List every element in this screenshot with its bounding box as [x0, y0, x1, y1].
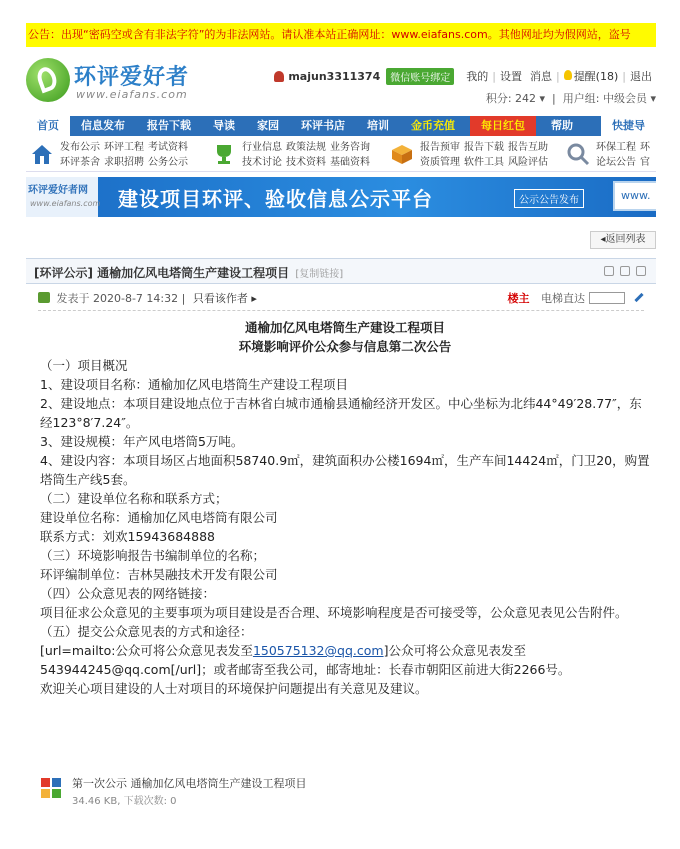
article-line: 3、建设规模：年产风电塔筒5万吨。: [40, 434, 244, 449]
subnav-link[interactable]: 报告下载: [464, 142, 504, 153]
attachment-info: 34.46 KB, 下载次数: 0: [72, 796, 177, 807]
article-line: 环评编制单位：吉林昊融技术开发有限公司: [40, 567, 278, 582]
nav-coin-recharge[interactable]: 金币充值: [411, 119, 455, 132]
subnav-link[interactable]: 业务咨询: [330, 142, 370, 153]
article-line: 建设单位名称：通榆加亿风电塔筒有限公司: [40, 510, 278, 525]
nav-bookstore[interactable]: 环评书店: [301, 119, 345, 132]
article-line: 2、建设地点：本项目建设地点位于吉林省白城市通榆县通榆经济开发区。中心坐标为北纬44°49′28.77″，东经123°8′7.24″。: [40, 396, 642, 430]
subnav-link[interactable]: 官: [640, 157, 650, 168]
subnav-link[interactable]: 发布公示: [60, 142, 100, 153]
subnav-link[interactable]: 报告互助: [508, 142, 548, 153]
notice-text: 公告：出现“密码空或含有非法字符”的为非法网站。请认准本站正确网址：www.eiafans.com。其他网址均为假网站，盗号: [28, 28, 631, 41]
username-link[interactable]: majun3311374: [288, 69, 381, 83]
messages-link[interactable]: 消息: [529, 70, 552, 83]
my-menu-link[interactable]: 我的: [466, 70, 489, 83]
thread-category-link[interactable]: [环评公示]: [34, 266, 93, 280]
site-url: www.eiafans.com: [76, 88, 188, 101]
attachment[interactable]: [40, 775, 440, 809]
author-only-label: 只看该作者: [192, 292, 248, 305]
copy-link-button[interactable]: [复制链接]: [295, 269, 344, 280]
article-line: （四）公众意见表的网络链接：: [40, 586, 216, 601]
bulb-icon: [564, 70, 572, 80]
next-thread-icon[interactable]: [636, 266, 646, 276]
quick-nav-button[interactable]: 快捷导: [601, 116, 656, 136]
article-line: （三）环境影响报告书编制单位的名称；: [40, 548, 266, 563]
article-title: 通榆加亿风电塔筒生产建设工程项目: [244, 320, 445, 335]
separator: |: [492, 69, 496, 83]
user-group-dropdown[interactable]: 用户组: 中级会员: [562, 92, 647, 105]
publicity-banner[interactable]: [26, 177, 656, 217]
email-link[interactable]: 150575132@qq.com: [252, 643, 384, 658]
thread-tools: [604, 266, 646, 276]
publish-notice-button[interactable]: 公示公告发布: [514, 189, 584, 208]
search-icon: [566, 142, 590, 166]
thread-title-text: 通榆加亿风电塔筒生产建设工程项目: [97, 266, 290, 280]
sub-nav: [26, 138, 656, 172]
subnav-link[interactable]: 考试资料: [148, 142, 188, 153]
wechat-bind-badge[interactable]: 微信账号绑定: [386, 68, 454, 85]
nav-guide[interactable]: 导读: [213, 119, 235, 132]
subnav-link[interactable]: 公务公示: [148, 157, 188, 168]
subnav-link[interactable]: 政策法规: [286, 142, 326, 153]
banner-title: 建设项目环评、验收信息公示平台: [118, 187, 433, 211]
nav-home-space[interactable]: 家园: [257, 119, 279, 132]
back-label: 返回列表: [605, 234, 646, 245]
banner-logo: [26, 177, 101, 217]
chevron-left-icon: ◂: [600, 234, 606, 245]
mail-paragraph: [40, 641, 650, 679]
subnav-link[interactable]: 行业信息: [242, 142, 282, 153]
subnav-link[interactable]: 环评工程: [104, 142, 144, 153]
post-content: [40, 318, 650, 698]
post-status-icon: [38, 292, 50, 303]
trophy-icon: [212, 142, 236, 166]
article-line: 1、建设项目名称：通榆加亿风电塔筒生产建设工程项目: [40, 377, 348, 392]
post-meta: [38, 290, 644, 306]
closing-line: 欢迎关心项目建设的人士对项目的环境保护问题提出有关意见及建议。: [40, 681, 428, 696]
pen-icon[interactable]: [634, 293, 643, 302]
user-bar: [274, 66, 656, 86]
post-divider: [38, 310, 644, 311]
subnav-link[interactable]: 风险评估: [508, 157, 548, 168]
post-meta-right: [508, 290, 645, 306]
house-icon: [30, 142, 54, 166]
separator: |: [181, 292, 189, 305]
jump-label: 电梯直达: [541, 292, 585, 305]
banner-logo-text: 环评爱好者网: [28, 185, 88, 196]
points-dropdown[interactable]: 积分: 242: [485, 92, 537, 105]
banner-logo-url: www.eiafans.com: [30, 199, 101, 208]
prev-thread-icon[interactable]: [620, 266, 630, 276]
subnav-link[interactable]: 论坛公告: [596, 157, 636, 168]
thread-header: [26, 258, 656, 284]
floor-label: 楼主: [507, 292, 530, 305]
nav-report-download[interactable]: 报告下载: [147, 119, 191, 132]
subnav-link[interactable]: 环: [640, 142, 650, 153]
logout-link[interactable]: 退出: [630, 70, 652, 83]
post-date: 发表于 2020-8-7 14:32: [56, 292, 179, 305]
settings-link[interactable]: 设置: [499, 70, 522, 83]
subnav-link[interactable]: 基础资料: [330, 157, 370, 168]
article-line: 4、建设内容：本项目场区占地面积58740.9㎡，建筑面积办公楼1694㎡，生产车间14424㎡，门卫20，购置塔筒生产线5套。: [40, 453, 650, 487]
article-line: （五）提交公众意见表的方式和途径：: [40, 624, 253, 639]
nav-daily-hongbao[interactable]: 每日红包: [470, 116, 536, 136]
article-line: 联系方式：刘欢15943684888: [40, 529, 215, 544]
reminder-label: 提醒(18): [573, 70, 619, 83]
subnav-link[interactable]: 资质管理: [420, 157, 460, 168]
site-notice-bar: [26, 23, 656, 47]
subnav-link[interactable]: 软件工具: [464, 157, 504, 168]
leaf-logo-icon: [26, 58, 70, 102]
article-subtitle: 环境影响评价公众参与信息第二次公告: [238, 339, 452, 354]
subnav-link[interactable]: 求职招聘: [104, 157, 144, 168]
floor-jump-input[interactable]: [589, 292, 625, 304]
main-nav: [26, 116, 656, 136]
banner-www-graphic: www.: [613, 181, 656, 211]
subnav-link[interactable]: 报告预审: [420, 142, 460, 153]
article-line: 项目征求公众意见的主要事项为项目建设是否合理、环境影响程度是否可接受等，公众意见表见公告附件。: [40, 605, 628, 620]
rar-file-icon: [40, 777, 62, 799]
author-only-link[interactable]: 只看该作者 ▸: [192, 292, 257, 305]
subnav-link[interactable]: 技术讨论: [242, 157, 282, 168]
site-logo[interactable]: [26, 56, 206, 108]
article-line: （二）建设单位名称和联系方式；: [40, 491, 228, 506]
nav-home[interactable]: 首页: [26, 116, 70, 136]
back-to-list-button[interactable]: [590, 231, 656, 249]
article-line: （一）项目概况: [40, 358, 128, 373]
site-name: 环评爱好者: [74, 65, 190, 90]
separator: |: [622, 69, 626, 83]
nav-help[interactable]: 帮助: [551, 119, 573, 132]
attachment-name[interactable]: 第一次公示 通榆加亿风电塔筒生产建设工程项目: [72, 777, 307, 790]
mail-prefix: [url=mailto:公众可将公众意见表发至: [40, 643, 253, 658]
nav-info-publish[interactable]: 信息发布: [81, 119, 125, 132]
box-icon: [390, 142, 414, 166]
thread-title: [34, 264, 343, 281]
user-stats: 积分: 242 ▾ | 用户组: 中级会员 ▾: [485, 92, 656, 105]
nav-training[interactable]: 培训: [367, 119, 389, 132]
print-icon[interactable]: [604, 266, 614, 276]
mail-suffix: ]公众可将公众意见表发至543944245@qq.com[/url]；或者邮寄至我公司，邮寄地址：长春市朝阳区前进大街2266号。: [40, 643, 571, 677]
subnav-link[interactable]: 环评茶舍: [60, 157, 100, 168]
separator: |: [555, 69, 560, 83]
user-icon: [274, 71, 284, 82]
reminder-link[interactable]: [564, 68, 619, 84]
site-header: [26, 52, 656, 112]
subnav-link[interactable]: 技术资料: [286, 157, 326, 168]
subnav-link[interactable]: 环保工程: [596, 142, 636, 153]
